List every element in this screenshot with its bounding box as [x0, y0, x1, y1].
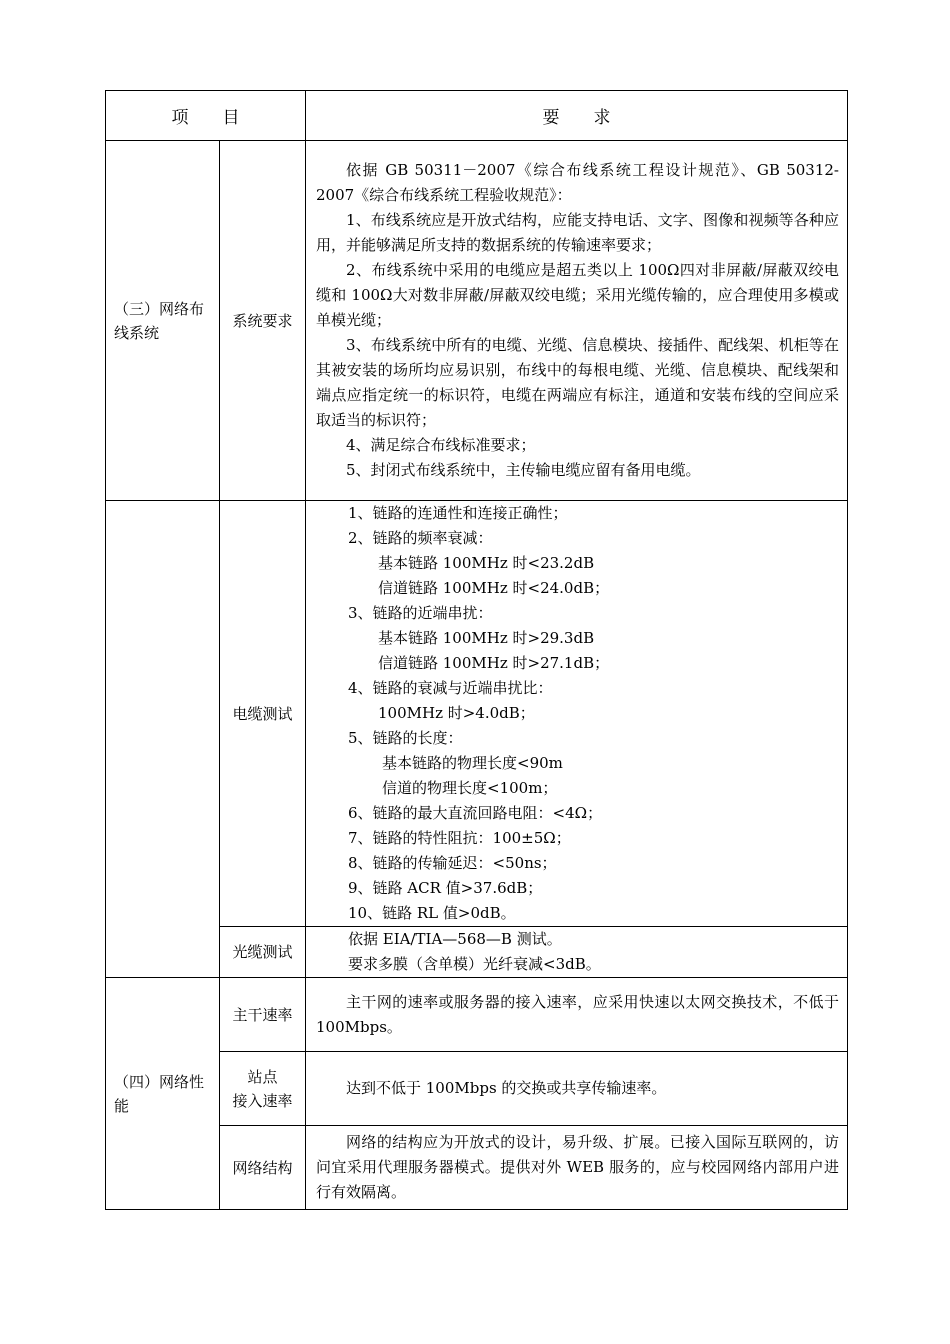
text-line: 10、链路 RL 值>0dB。	[348, 904, 516, 922]
text-line: 信道链路 100MHz 时>27.1dB；	[378, 654, 610, 672]
text-line: 6、链路的最大直流回路电阻：<4Ω；	[348, 804, 603, 822]
text-line: 1、布线系统应是开放式结构，应能支持电话、文字、图像和视频等各种应用，并能够满足所支持的数据系统的传输速率要求；	[316, 211, 839, 254]
text-line: 8、链路的传输延迟：<50ns；	[348, 854, 557, 872]
label-system-requirements: 系统要求	[220, 141, 306, 501]
text-line: 2、布线系统中采用的电缆应是超五类以上 100Ω四对非屏蔽/屏蔽双绞电缆和 100Ω大对数非屏蔽/屏蔽双绞电缆；采用光缆传输的，应合理使用多模或单模光缆；	[316, 261, 839, 329]
row-cable-test	[106, 501, 848, 927]
label-fiber-test: 光缆测试	[220, 927, 306, 978]
text-line: 要求多膜（含单模）光纤衰减<3dB。	[348, 955, 601, 973]
text-line: 4、满足综合布线标准要求；	[346, 436, 536, 454]
text-line: 9、链路 ACR 值>37.6dB；	[348, 879, 543, 897]
label-network-structure: 网络结构	[220, 1126, 306, 1210]
label-cable-test: 电缆测试	[220, 501, 306, 927]
text-line: 信道的物理长度<100m；	[382, 779, 558, 797]
content-trunk-speed	[306, 978, 848, 1052]
text-line: 2、链路的频率衰减：	[348, 529, 493, 547]
header-row	[106, 91, 848, 141]
text-line: 5、链路的长度：	[348, 729, 463, 747]
content-system-requirements	[306, 141, 848, 501]
content-cable-test	[306, 501, 848, 927]
text-line: 达到不低于 100Mbps 的交换或共享传输速率。	[346, 1079, 667, 1097]
content-fiber-test	[306, 927, 848, 978]
content-network-structure	[306, 1126, 848, 1210]
text-line: 依据 EIA/TIA—568—B 测试。	[348, 930, 562, 948]
label-trunk-speed: 主干速率	[220, 978, 306, 1052]
header-item: 项 目	[106, 91, 306, 141]
text-line: 基本链路 100MHz 时<23.2dB	[378, 554, 595, 572]
text-line: 3、布线系统中所有的电缆、光缆、信息模块、接插件、配线架、机柜等在其被安装的场所均应易识别，布线中的每根电缆、光缆、信息模块、配线架和端点应指定统一的标识符，电缆在两端应有标注，通道和安装布线的空间应采取适当的标识符；	[316, 336, 839, 429]
text-line: 基本链路的物理长度<90m	[382, 754, 563, 772]
text-line: 基本链路 100MHz 时>29.3dB	[378, 629, 595, 647]
content-site-access	[306, 1052, 848, 1126]
header-requirement: 要 求	[306, 91, 848, 141]
text-line: 4、链路的衰减与近端串扰比：	[348, 679, 553, 697]
text-line: 依据 GB 50311－2007《综合布线系统工程设计规范》、GB 50312-2007《综合布线系统工程验收规范》：	[316, 161, 839, 204]
text-line: 网络的结构应为开放式的设计，易升级、扩展。已接入国际互联网的，访问宜采用代理服务器模式。提供对外 WEB 服务的，应与校园网络内部用户进行有效隔离。	[316, 1133, 839, 1201]
text-line: 3、链路的近端串扰：	[348, 604, 493, 622]
row-trunk-speed	[106, 978, 848, 1052]
requirements-table	[105, 90, 848, 1210]
label-site-access	[220, 1052, 306, 1126]
text-line: 1、链路的连通性和连接正确性；	[348, 504, 568, 522]
label-site-access-line2: 接入速率	[232, 1091, 293, 1110]
label-site-access-line1: 站点	[247, 1067, 278, 1086]
text-line: 7、链路的特性阻抗：100±5Ω；	[348, 829, 571, 847]
text-line: 主干网的速率或服务器的接入速率，应采用快速以太网交换技术，不低于 100Mbps。	[316, 992, 839, 1036]
category-network-cabling: （三）网络布线系统	[106, 141, 220, 501]
text-line: 5、封闭式布线系统中，主传输电缆应留有备用电缆。	[346, 461, 701, 479]
text-line: 信道链路 100MHz 时<24.0dB；	[378, 579, 610, 597]
category-network-performance: （四）网络性能	[106, 978, 220, 1210]
category-empty	[106, 501, 220, 978]
text-line: 100MHz 时>4.0dB；	[378, 704, 535, 722]
row-system-requirements	[106, 141, 848, 501]
